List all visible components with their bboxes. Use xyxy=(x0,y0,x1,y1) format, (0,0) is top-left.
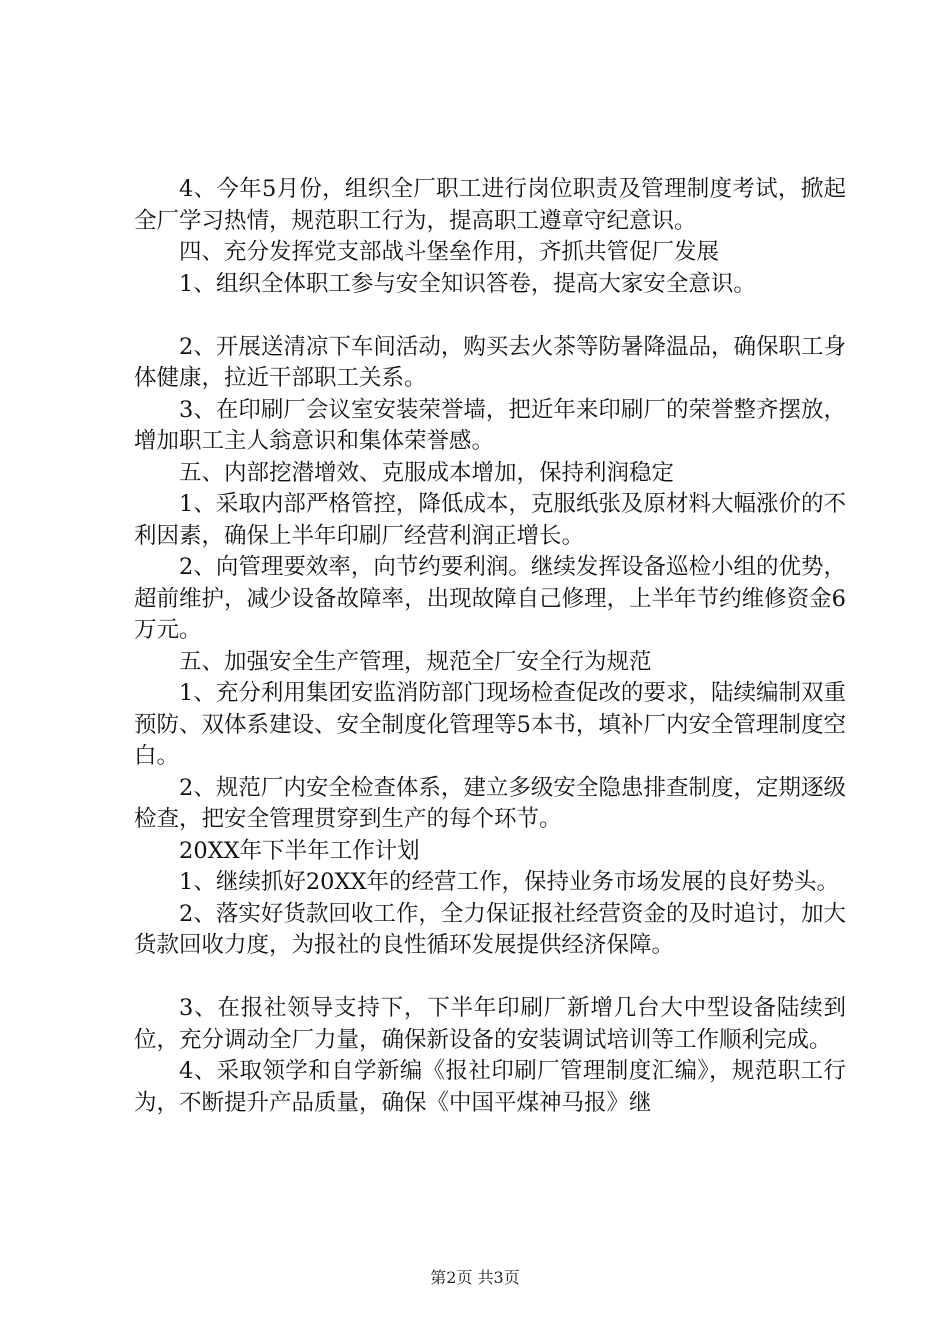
paragraph-safety-inspection: 2、规范厂内安全检查体系，建立多级安全隐患排查制度，定期逐级检查，把安全管理贯穿到生产的每个环节。 xyxy=(134,774,846,832)
paragraph-exam-item-4: 4、今年5月份，组织全厂职工进行岗位职责及管理制度考试，掀起全厂学习热情，规范职工行为，提高职工遵章守纪意识。 xyxy=(134,176,846,234)
section-heading-second-half-plan: 20XX年下半年工作计划 xyxy=(179,837,420,864)
paragraph-safety-books: 1、充分利用集团安监消防部门现场检查促改的要求，陆续编制双重预防、双体系建设、安全制度化管理等5本书，填补厂内安全管理制度空白。 xyxy=(134,680,846,769)
document-body xyxy=(134,174,846,1119)
paragraph-plan-item-1: 1、继续抓好20XX年的经营工作，保持业务市场发展的良好势头。 xyxy=(179,869,839,895)
paragraph-safety-quiz: 1、组织全体职工参与安全知识答卷，提高大家安全意识。 xyxy=(179,270,756,297)
section-heading-safety-production: 五、加强安全生产管理，规范全厂安全行为规范 xyxy=(179,648,652,675)
paragraph-plan-item-4: 4、采取领学和自学新编《报社印刷厂管理制度汇编》，规范职工行为，不断提升产品质量，确保《中国平煤神马报》继 xyxy=(134,1058,846,1116)
paragraph-plan-item-2: 2、落实好货款回收工作，全力保证报社经营资金的及时追讨，加大货款回收力度，为报社的良性循环发展提供经济保障。 xyxy=(134,900,846,958)
paragraph-cooling-activity: 2、开展送清凉下车间活动，购买去火茶等防暑降温品，确保职工身体健康，拉近干部职工关系。 xyxy=(134,333,846,391)
section-heading-cost-control: 五、内部挖潜增效、克服成本增加，保持利润稳定 xyxy=(179,459,675,486)
paragraph-plan-item-3: 3、在报社领导支持下，下半年印刷厂新增几台大中型设备陆续到位，充分调动全厂力量，确保新设备的安装调试培训等工作顺利完成。 xyxy=(134,995,846,1053)
paragraph-internal-control: 1、采取内部严格管控，降低成本，克服纸张及原材料大幅涨价的不利因素，确保上半年印刷厂经营利润正增长。 xyxy=(134,491,846,549)
section-heading-party-branch: 四、充分发挥党支部战斗堡垒作用，齐抓共管促厂发展 xyxy=(179,239,720,265)
paragraph-honor-wall: 3、在印刷厂会议室安装荣誉墙，把近年来印刷厂的荣誉整齐摆放，增加职工主人翁意识和集体荣誉感。 xyxy=(134,396,846,454)
page-number-footer: 第2页 共3页 xyxy=(430,1268,520,1287)
paragraph-efficiency: 2、向管理要效率，向节约要利润。继续发挥设备巡检小组的优势，超前维护，减少设备故障率，出现故障自己修理，上半年节约维修资金6万元。 xyxy=(134,554,846,643)
